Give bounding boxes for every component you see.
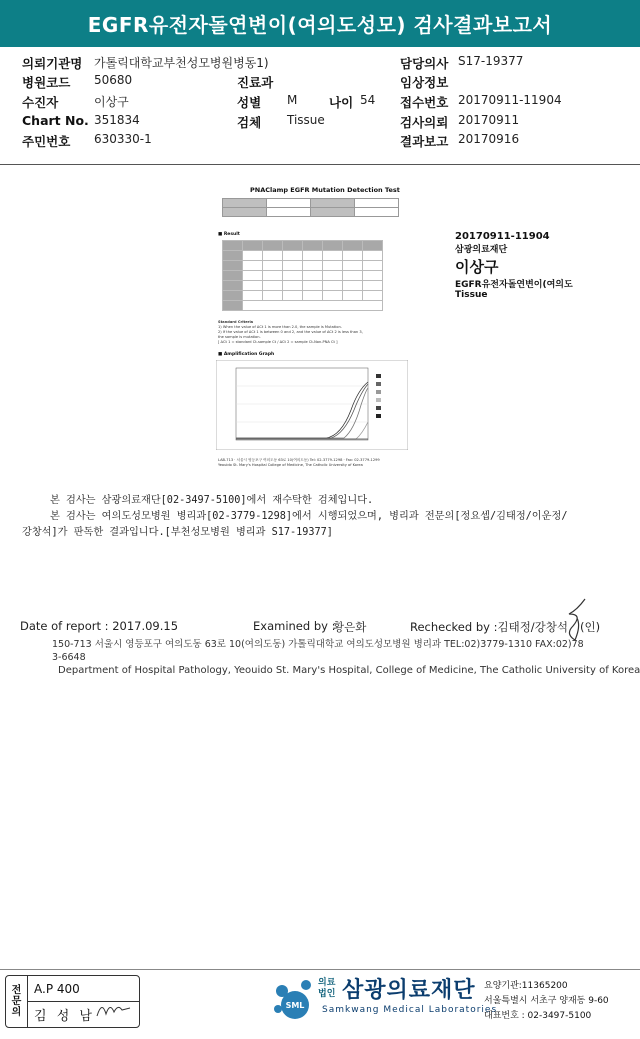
- chart-value: 351834: [94, 113, 140, 127]
- sml-info-phone: 대표번호 : 02-3497-5100: [484, 1011, 592, 1021]
- examined-label: Examined by :: [253, 619, 336, 633]
- report-date: Date of report : 2017.09.15: [20, 619, 179, 633]
- sticker-test: EGFR유전자돌연변이(여의도: [455, 280, 573, 290]
- requester-value: 가톨릭대학교부천성모병원병동1): [94, 56, 269, 70]
- side-char: 의: [11, 1007, 22, 1018]
- specimen-sticker: [455, 231, 595, 300]
- sml-logo-text: SML: [285, 1001, 305, 1010]
- sml-org-english: Samkwang Medical Laboratories: [322, 1005, 498, 1015]
- criteria-line: 2) If the value of ΔCt 1 is between 0 and 2, and the value of ΔCt 2 is less than 3,: [218, 330, 363, 334]
- hospital-code-label: 병원코드: [22, 75, 71, 90]
- hospital-address: 150-713 서울시 영등포구 여의도동 63로 10(여의도동) 가톨릭대학교 여의도성모병원 병리과 TEL:02)3779-1310 FAX:02)78 3-6648: [52, 639, 584, 663]
- criteria-line: [ ΔCt 1 = standard Ct-sample Ct / ΔCt 2 = sample Ct-Non-PNA Ct ]: [218, 340, 338, 344]
- scanned-footer: [218, 458, 380, 468]
- side-char: 문: [11, 996, 22, 1007]
- dept-label: 진료과: [237, 75, 274, 90]
- footer-divider: [0, 969, 640, 970]
- sml-info-address: 서울특별시 서초구 양재동 9-60: [484, 996, 609, 1006]
- sml-logo-icon: [268, 975, 318, 1025]
- pathologist-box: [5, 975, 140, 1028]
- note-line: 본 검사는 여의도성모병원 병리과[02-3779-1298]에서 시행되었으며, 병리과 전문의[정요셉/김태정/이운정/: [50, 511, 568, 522]
- specimen-value: Tissue: [287, 113, 325, 127]
- ap-name: 김 성 남: [34, 1009, 95, 1024]
- sex-value: M: [287, 93, 298, 107]
- criteria-title: Standard Criteria: [218, 320, 254, 324]
- sticker-specimen: Tissue: [455, 290, 488, 300]
- sml-org-name: 삼광의료재단: [342, 978, 476, 1003]
- sex-label: 성별: [237, 95, 262, 110]
- ap-signature: [94, 994, 134, 1024]
- chart-label: Chart No.: [22, 113, 89, 128]
- department-name: Department of Hospital Pathology, Yeouido St. Mary's Hospital, College of Medicine, The Catholic University of Korea: [58, 665, 640, 676]
- id-label: 주민번호: [22, 134, 71, 149]
- sticker-org: 삼광의료재단: [455, 245, 508, 255]
- attending-value: S17-19377: [458, 54, 524, 68]
- note-line: 본 검사는 삼광의료재단[02-3497-5100]에서 재수탁한 검체입니다.: [50, 495, 374, 506]
- ap-code: A.P 400: [34, 982, 80, 996]
- examined-value: 황은화: [333, 620, 367, 634]
- result-label: ■ Result: [218, 232, 240, 237]
- header-row-1: [0, 54, 640, 72]
- age-label: 나이: [329, 95, 354, 110]
- report-title-bar: [0, 0, 640, 47]
- amplification-graph: [216, 360, 408, 450]
- requester-label: 의뢰기관명: [22, 56, 83, 71]
- scanned-doc-title: PNAClamp EGFR Mutation Detection Test: [250, 186, 400, 194]
- attending-label: 담당의사: [400, 56, 449, 71]
- sml-info: [484, 979, 609, 1024]
- criteria-line: the sample is mutation.: [218, 335, 261, 339]
- sticker-receipt: 20170911-11904: [455, 231, 550, 242]
- receipt-value: 20170911-11904: [458, 93, 562, 107]
- standard-criteria: [218, 320, 363, 345]
- header-row-2: [0, 73, 640, 91]
- header-row-5: [0, 132, 640, 150]
- header-row-4: [0, 113, 640, 131]
- id-value: 630330-1: [94, 132, 152, 146]
- request-label: 검사의뢰: [400, 115, 449, 130]
- request-value: 20170911: [458, 113, 520, 127]
- sml-kind: [318, 978, 335, 1000]
- sml-info-code: 요양기관:11365200: [484, 981, 568, 991]
- report-date-label: 결과보고: [400, 134, 449, 149]
- report-date-value: 20170916: [458, 132, 520, 146]
- receipt-label: 접수번호: [400, 95, 449, 110]
- rechecked-label: Rechecked by :김태정/강창석: [410, 620, 569, 634]
- report-title: EGFR유전자돌연변이(여의도성모) 검사결과보고서: [87, 13, 553, 37]
- specimen-label: 검체: [237, 115, 262, 130]
- sml-kind-1: 의료: [318, 978, 336, 988]
- header-row-3: [0, 93, 640, 111]
- sml-kind-2: 법인: [318, 989, 336, 999]
- result-table: [222, 240, 383, 311]
- scanned-patient-table: [222, 198, 399, 217]
- note-line: 강창석]가 판독한 결과입니다.[부천성모병원 병리과 S17-19377]: [22, 527, 333, 538]
- seal-mark: (인): [580, 620, 601, 634]
- pathologist-side-label: [6, 976, 28, 1027]
- hospital-code-value: 50680: [94, 73, 133, 87]
- patient-value: 이상구: [94, 95, 129, 109]
- patient-info-section: [0, 47, 640, 165]
- patient-label: 수진자: [22, 95, 59, 110]
- side-char: 전: [11, 985, 22, 996]
- scanned-footer-line: Yeouido St. Mary's Hospital College of Medicine, The Catholic University of Korea: [218, 463, 363, 467]
- age-value: 54: [360, 93, 376, 107]
- amplification-label: ■ Amplification Graph: [218, 352, 275, 357]
- sticker-patient: 이상구: [455, 258, 499, 276]
- clinical-label: 임상정보: [400, 75, 449, 90]
- scanned-footer-line: LAB-713 · 서울시 영등포구 여의도동 63로 10(여의도동) Tel: 02-3779-1298 · Fax: 02-3779-1299: [218, 458, 380, 462]
- criteria-line: 1) When the value of ΔCt 1 is more than 2.0, the sample is Mutation.: [218, 325, 342, 329]
